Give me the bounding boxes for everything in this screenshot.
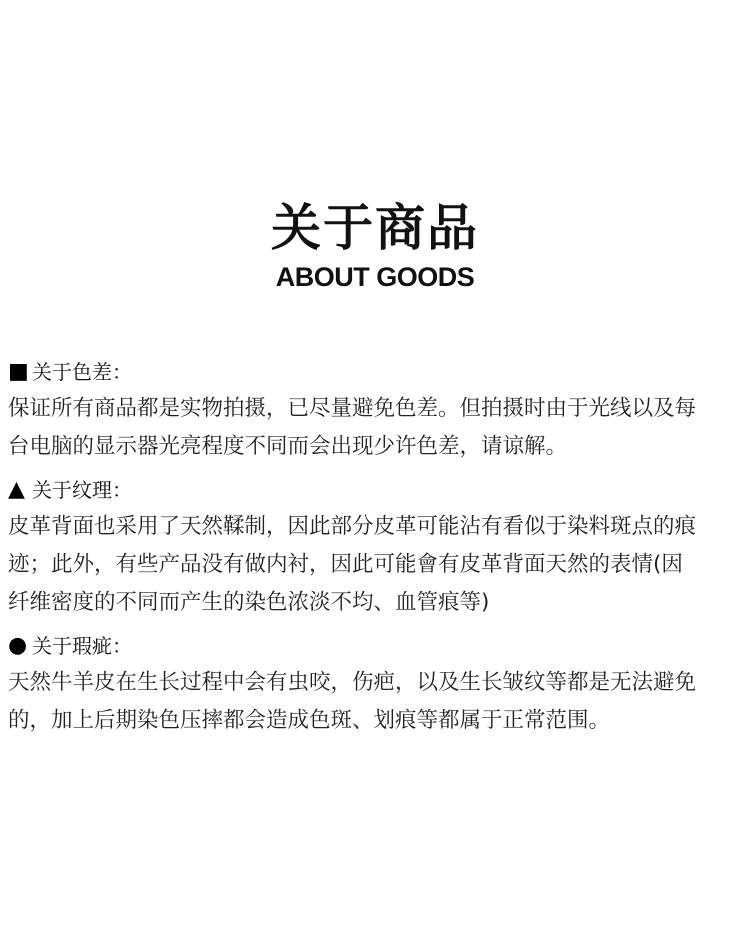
page-title: 关于商品 <box>271 199 479 257</box>
paragraph-line: 迹；此外，有些产品没有做内衬，因此可能會有皮革背面天然的表情(因 <box>8 552 683 577</box>
paragraph-line: 台电脑的显示器光亮程度不同而会出现少许色差，请谅解。 <box>8 434 568 459</box>
page-subtitle: ABOUT GOODS <box>275 262 475 292</box>
section-texture <box>8 472 746 622</box>
section-flaws <box>8 628 746 740</box>
paragraph-line: 的，加上后期染色压摔都会造成色斑、划痕等都属于正常范围。 <box>8 708 611 733</box>
section-heading <box>8 354 746 390</box>
section-heading <box>8 472 746 508</box>
notice-content <box>8 354 746 740</box>
section-heading-text: 关于纹理： <box>32 478 132 502</box>
section-heading-text: 关于瑕疵： <box>32 634 132 658</box>
paragraph-line: 天然牛羊皮在生长过程中会有虫咬，伤疤，以及生长皱纹等都是无法避免 <box>8 670 697 695</box>
section-heading-text: 关于色差： <box>32 360 132 384</box>
page-heading <box>0 196 750 292</box>
square-bullet-icon: ■ <box>8 359 29 384</box>
circle-bullet-icon: ● <box>8 633 28 658</box>
paragraph-line: 纤维密度的不同而产生的染色浓淡不均、血管痕等) <box>8 590 490 615</box>
paragraph-line: 皮革背面也采用了天然鞣制，因此部分皮革可能沾有看似于染料斑点的痕 <box>8 514 697 539</box>
paragraph-line: 保证所有商品都是实物拍摄，已尽量避免色差。但拍摄时由于光线以及每 <box>8 396 697 421</box>
triangle-bullet-icon: ▲ <box>8 477 25 502</box>
section-color-difference <box>8 354 746 466</box>
section-heading <box>8 628 746 664</box>
